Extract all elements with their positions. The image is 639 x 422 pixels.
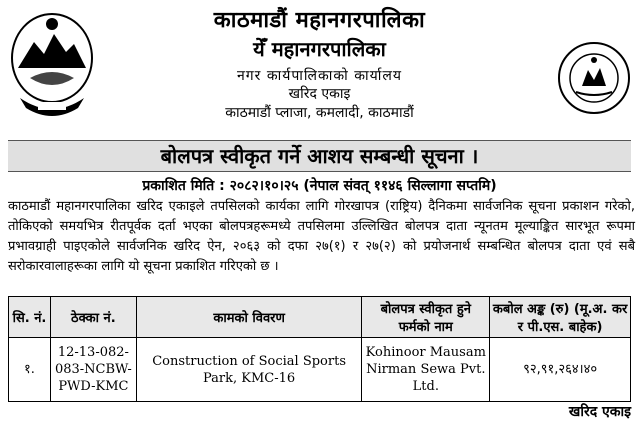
col-header-contract-no: ठेक्का नं. bbox=[50, 297, 136, 338]
org-name-newa: येँ महानगरपालिका bbox=[253, 37, 386, 61]
col-header-amount: कबोल अङ्क (रु) (मू.अ. कर र पी.एस. बाहेक) bbox=[490, 297, 631, 338]
col-header-description: कामको विवरण bbox=[136, 297, 362, 338]
table-header-row bbox=[9, 297, 631, 338]
cell-amount: ९२,९१,२६४।४० bbox=[490, 338, 631, 402]
table-row bbox=[9, 338, 631, 402]
notice-body: काठमाडौं महानगरपालिका खरिद एकाइले तपसिलको कार्यका लागि गोरखापत्र (राष्ट्रिय) दैनिकमा सार्वजनिक सूचना प्रकाशन गरेको, तोकिएको समयभित्र रीतपूर्वक दर्ता भएका बोलपत्रहरूमध्ये तपसिलमा उल्लिखित बोलपत्र दाता न्यूनतम मूल्याङ्कित सारभूत रूपमा प्रभावग्राही पाइएकोले सार्वजनिक खरिद ऐन, २०६३ को दफा २७(१) र २७(२) को प्रयोजनार्थ सम्बन्धित बोलपत्र दाता एवं सबै सरोकारवालाहरूका लागि यो सूचना प्रकाशित गरिएको छ । bbox=[8, 199, 635, 274]
address: काठमाडौं प्लाजा, कमलादी, काठमाडौं bbox=[225, 105, 414, 121]
office-name: नगर कार्यपालिकाको कार्यालय bbox=[237, 68, 402, 84]
col-header-sn: सि. नं. bbox=[9, 297, 51, 338]
org-name: काठमाडौं महानगरपालिका bbox=[213, 8, 426, 33]
award-table bbox=[8, 296, 631, 402]
section-name: खरिद एकाइ bbox=[288, 86, 351, 102]
col-header-firm: बोलपत्र स्वीकृत हुने फर्मको नाम bbox=[362, 297, 490, 338]
cell-description: Construction of Social Sports Park, KMC-16 bbox=[136, 338, 362, 402]
cell-contract-no: 12-13-082-083-NCBW-PWD-KMC bbox=[50, 338, 136, 402]
signoff: खरिद एकाइ bbox=[568, 404, 631, 420]
published-date: प्रकाशित मिति : २०८२।१०।२५ (नेपाल संवत् ११४६ सिल्लागा सप्तमि) bbox=[142, 178, 497, 194]
cell-sn: १. bbox=[9, 338, 51, 402]
cell-firm: Kohinoor Mausam Nirman Sewa Pvt. Ltd. bbox=[362, 338, 490, 402]
notice-title: बोलपत्र स्वीकृत गर्ने आशय सम्बन्धी सूचना । bbox=[8, 140, 631, 172]
